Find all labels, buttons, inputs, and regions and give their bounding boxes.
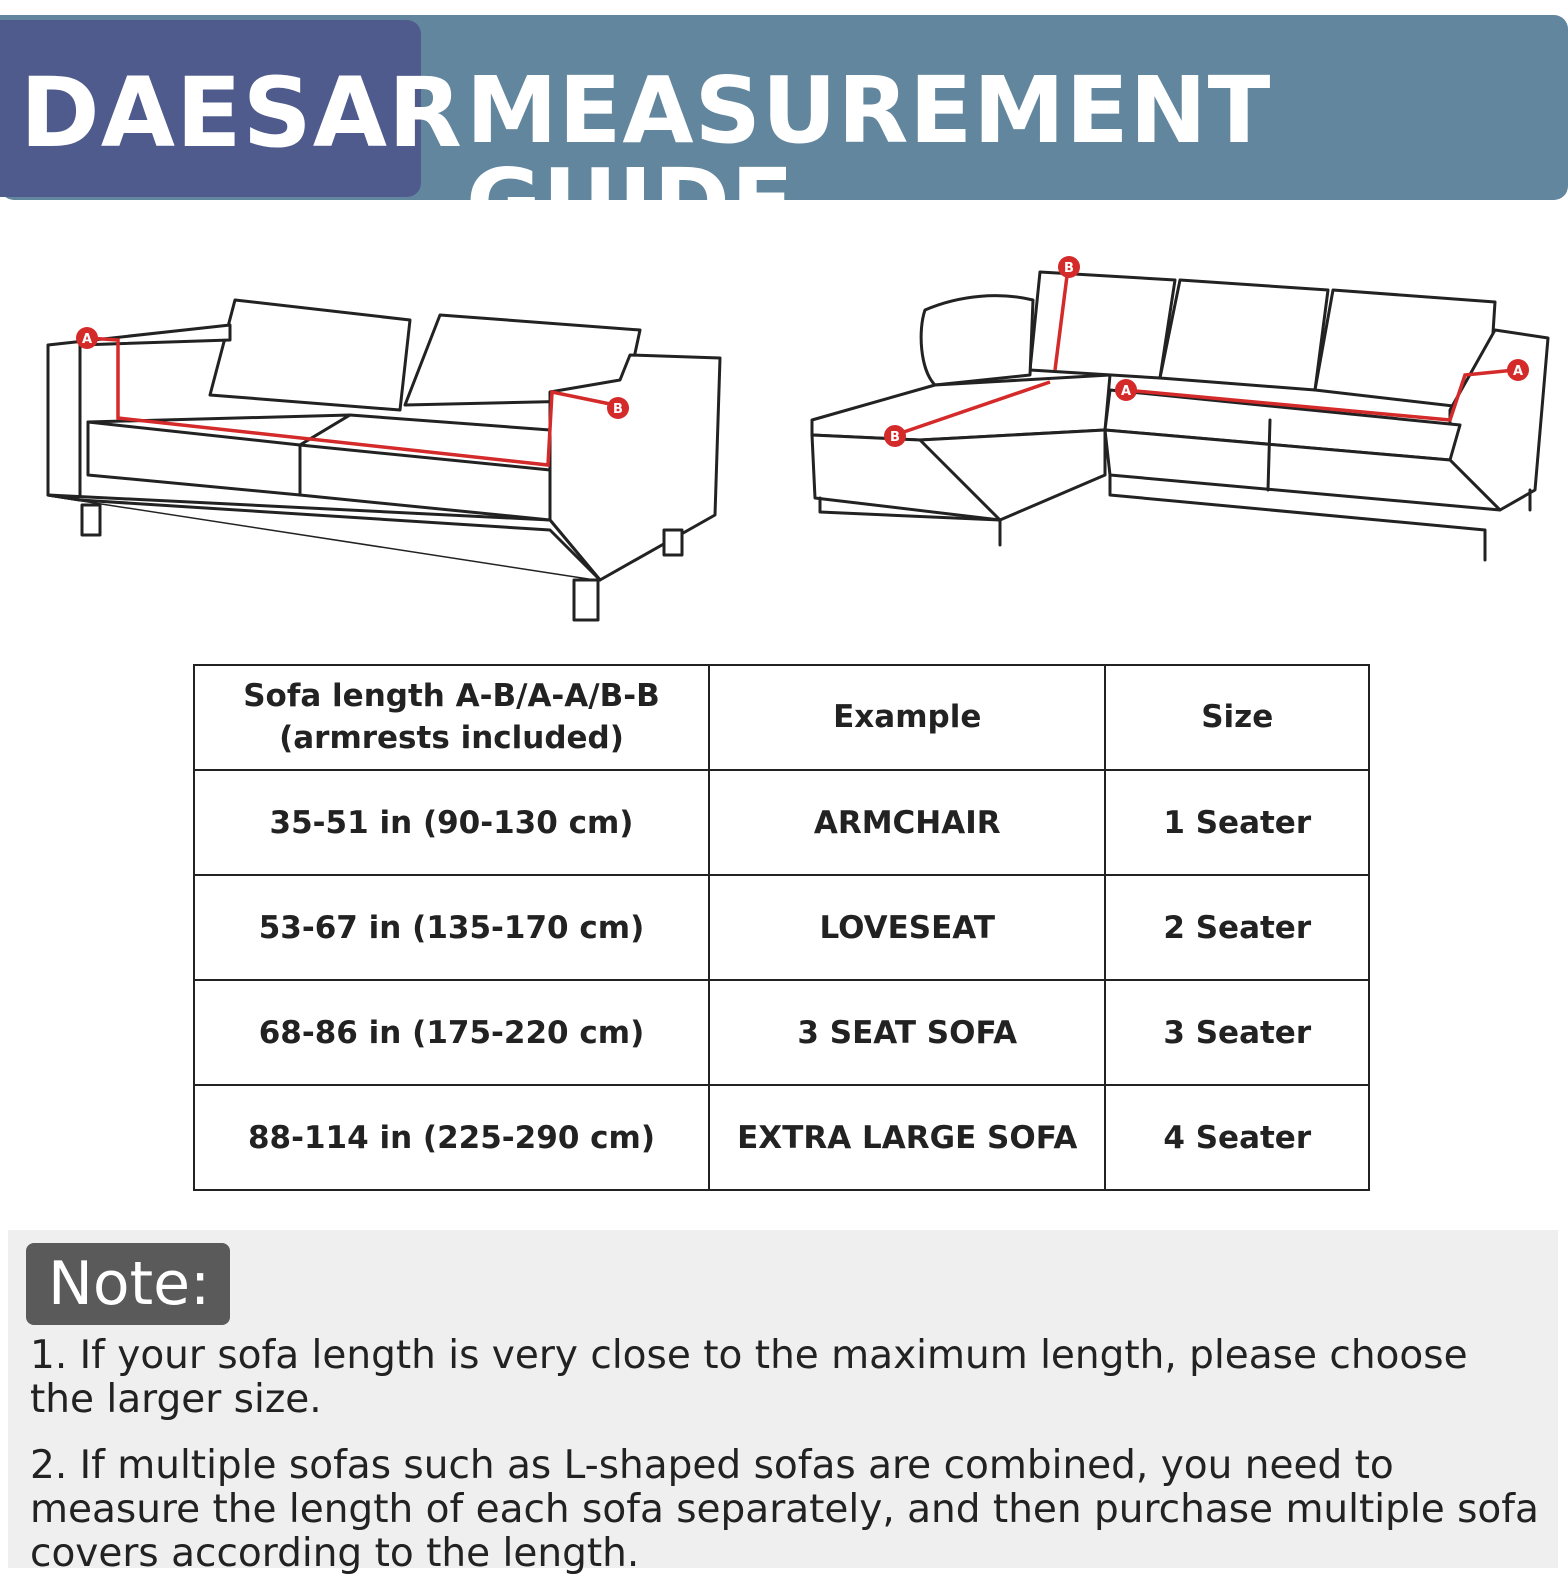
cell-length: 68-86 in (175-220 cm) [194, 980, 709, 1085]
cell-example: ARMCHAIR [709, 770, 1106, 875]
cell-example: LOVESEAT [709, 875, 1106, 980]
cell-size: 4 Seater [1105, 1085, 1369, 1190]
cell-length: 88-114 in (225-290 cm) [194, 1085, 709, 1190]
note-item-1: 1. If your sofa length is very close to the maximum length, please choose the larger size. [30, 1333, 1468, 1422]
sofa-diagram [0, 230, 1568, 630]
header-size: Size [1105, 665, 1369, 770]
loveseat-drawing [48, 300, 720, 620]
marker-b: B [1064, 261, 1074, 276]
table-row [194, 875, 1369, 980]
cell-size: 2 Seater [1105, 875, 1369, 980]
header-banner [0, 15, 1568, 256]
cell-example: 3 SEAT SOFA [709, 980, 1106, 1085]
table-header-row [194, 665, 1369, 770]
marker-b: B [890, 430, 900, 445]
table-row [194, 770, 1369, 875]
marker-a: A [1512, 364, 1524, 379]
cell-size: 1 Seater [1105, 770, 1369, 875]
marker-a: A [81, 332, 93, 347]
brand-name: DAESAR [20, 57, 463, 169]
note-label: Note: [26, 1243, 230, 1325]
table-row [194, 980, 1369, 1085]
marker-b: B [613, 402, 623, 417]
cell-length: 35-51 in (90-130 cm) [194, 770, 709, 875]
note-item-2: 2. If multiple sofas such as L-shaped sofas are combined, you need to measure the length of each sofa separately, and then purchase multiple sofa covers according to the length. [30, 1443, 1539, 1576]
sectional-drawing [812, 272, 1548, 560]
table-row [194, 1085, 1369, 1190]
cell-length: 53-67 in (135-170 cm) [194, 875, 709, 980]
marker-a: A [1120, 384, 1132, 399]
size-table [193, 664, 1370, 1191]
cell-size: 3 Seater [1105, 980, 1369, 1085]
header-sofa-length-line2: (armrests included) [279, 719, 624, 756]
page-title: MEASUREMENT GUIDE [466, 57, 1272, 256]
header-sofa-length-line1: Sofa length A-B/A-A/B-B [243, 677, 660, 714]
header-sofa-length [194, 665, 709, 770]
cell-example: EXTRA LARGE SOFA [709, 1085, 1106, 1190]
header-example: Example [709, 665, 1106, 770]
